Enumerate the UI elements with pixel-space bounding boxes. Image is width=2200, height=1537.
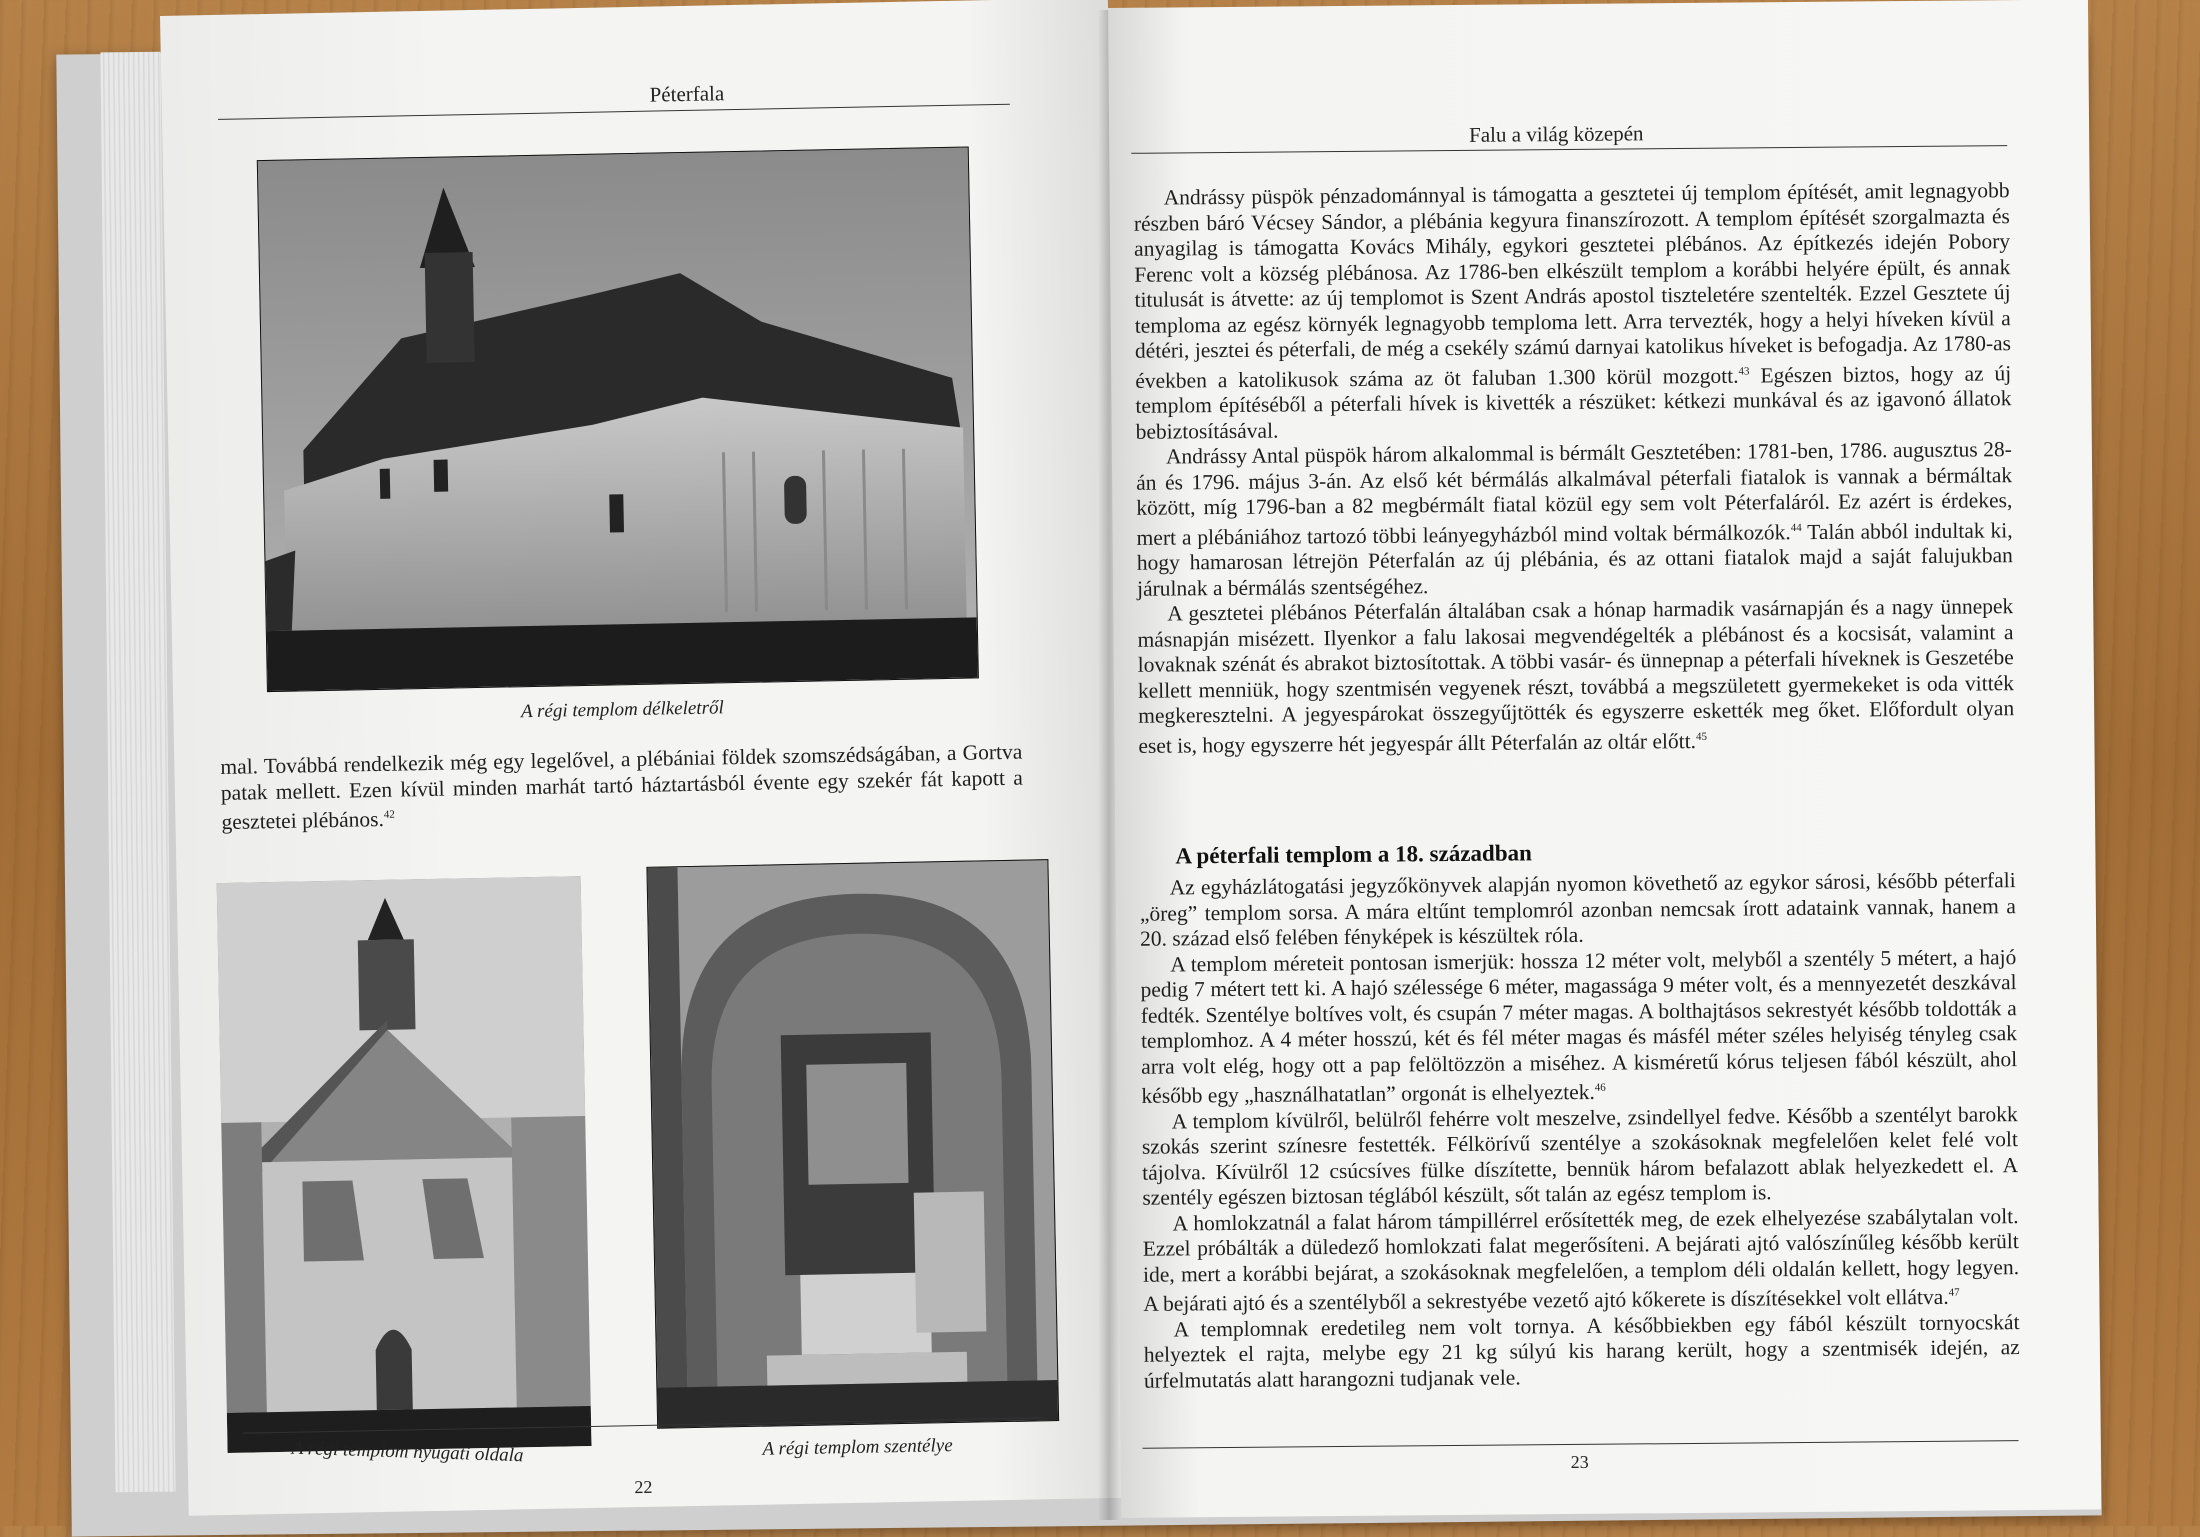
photo-church-southeast: [257, 146, 979, 692]
paragraph-text: A templom kívülről, belülről fehérre volt meszelve, zsindellyel fedve. Később a szentélyt barokk szokás szerint színesre festették. Félkörívű szentélye a szokásoknak megfelelően kelet felé volt tájolva. Kívülről 12 csúcsíves fülke díszítette, bennük három befalazott ablak helyezkedett el. A szentély egészen biztosan téglából készült, sőt talán az egész templom is.: [1142, 1102, 2018, 1210]
caption-church-west: A régi templom nyugati oldala: [247, 1436, 568, 1469]
paragraph-text: Az egyházlátogatási jegyzőkönyvek alapján nyomon követhető az egykor sárosi, később péterfali „öreg” templom sorsa. A mára eltűnt templomról azonban nemcsak írott adataink vannak, hanem a 20. század első felében fényképek is készültek róla.: [1140, 868, 2016, 951]
left-paragraph-text: mal. Továbbá rendelkezik még egy legelővel, a plébániai földek szomszédságában, a Gortva patak mellett. Ezen kívül minden marhát tartó háztartásból évente egy szekér fát kapott a gesztetei plébános.: [220, 740, 1023, 835]
section-paragraph: [1143, 1204, 2020, 1318]
footnote-ref: 47: [1949, 1287, 1960, 1299]
right-intro-text: [1134, 178, 2015, 759]
right-page-number: 23: [1571, 1452, 1589, 1473]
paragraph-text: A templomnak eredetileg nem volt tornya. A későbbiekben egy fából készült tornyocskát helyeztek el rajta, melybe egy 21 kg súlyú kis harang került, hogy a szentmisék idején, az úrfelmutatás alatt harangozni tudjanak vele.: [1144, 1310, 2020, 1393]
section-paragraph: [1140, 945, 2017, 1110]
right-paragraph: [1134, 178, 2012, 445]
right-foot-rule: [1143, 1440, 2019, 1449]
right-running-head: Falu a világ közepén: [1469, 121, 1644, 148]
caption-church-sanctuary: A régi templom szentélye: [657, 1433, 1057, 1463]
photo-church-west: [217, 876, 592, 1453]
left-head-rule: [218, 104, 1010, 120]
paragraph-tail: Talán abból indultak ki, hogy hamarosan létrejön Péterfalán az új plébánia, és az ottani fiatalok majd a saját falujukban járulnak a bérmálás szentségéhez.: [1137, 518, 2013, 601]
right-paragraph: [1136, 437, 2013, 602]
section-paragraph: [1143, 1310, 2020, 1394]
footnote-ref: 46: [1595, 1082, 1606, 1094]
footnote-ref: 43: [1738, 365, 1749, 377]
paragraph-text: A homlokzatnál a falat három támpillérrel erősítették meg, de ezek elhelyezése szabálytalan volt. Ezzel próbálták a düledező homlokzati falat megerősíteni. A bejárati ajtó valószínűleg később került ide, mert a korábbi bejárat, a szokásoknak megfelelően, a templom déli oldalán kellett, hogy legyen. A bejárati ajtó és a szentélyből a sekrestyébe vezető ajtó kőkerete is díszítésekkel volt ellátva.: [1143, 1204, 2019, 1316]
caption-church-southeast: A régi templom délkeletről: [267, 692, 977, 728]
section-paragraph: [1142, 1102, 2019, 1212]
church-west-illustration: [217, 876, 592, 1453]
footnote-ref: 45: [1696, 731, 1707, 743]
right-paragraph: [1137, 594, 2014, 759]
paragraph-text: A templom méreteit pontosan ismerjük: hossza 12 méter volt, melyből a szentély 5 métert, a hajó pedig 7 métert tett ki. A hajó szélessége 6 méter, magassága 9 méter volt, és a mennyezetét deszkával fedték. Szentélye boltíves volt, és csupán 7 méter magas. A bolthajtásos sekrestyét később toldották a templomhoz. A 4 méter hosszú, két és fél méter magas és másfél méter széles helyiség tényleg csak arra volt elég, hogy ott a pap felöltözzön a miséhez. A kisméretű kórus teljesen fából készült, ahol később egy „használhatatlan” orgonát is elhelyeztek.: [1140, 945, 2017, 1108]
paragraph-text: Andrássy Antal püspök három alkalommal is bérmált Gesztetében: 1781-ben, 1786. augusztus 28-án és 1796. május 3-án. Az első két bérmálás alkalmával péterfali fiatalok is vannak a bérmáltak között, míg 1796-ban a 82 megbérmált fiatal közül egy sem volt Péterfaláról. Ez azért is érdekes, mert a plébániához tartozó többi leányegyházból mind voltak bérmálkozók.: [1136, 437, 2012, 549]
paragraph-text: Andrássy püspök pénzadománnyal is támogatta a gesztetei új templom építését, amit legnagyobb részben báró Vécsey Sándor, a plébánia kegyura finanszírozott. A templom építését szorgalmazta és anyagilag is támogatta Kovács Mihály, egykori gesztetei plébános. Az építkezés idején Pobory Ferenc volt a község plébánosa. Az 1786-ben elkészült templom a korábbi helyére épült, és annak titulusát is átvette: az új templomot is Szent András apostol tiszteletére szentelték. Ezzel Gesztete új temploma az egész környék legnagyobb temploma lett. Arra tervezték, hogy a helyi híveken kívül a détéri, jesztei és péterfali, de még a csekély számú darnyai katolikus híveket is befogadja. Az 1780-as években a katolikusok száma az öt faluban 1.300 körül mozgott.: [1134, 178, 2011, 392]
left-paragraph: [220, 740, 1023, 836]
footnote-ref: 42: [384, 809, 395, 821]
photo-church-sanctuary: [646, 859, 1059, 1429]
section-title: A péterfali templom a 18. században: [1175, 840, 1532, 869]
section-paragraph: [1140, 868, 2017, 952]
left-page: [160, 0, 1137, 1516]
left-running-head: Péterfala: [649, 81, 724, 107]
church-southeast-illustration: [258, 148, 978, 692]
sanctuary-illustration: [647, 860, 1058, 1428]
paragraph-text: A gesztetei plébános Péterfalán általában csak a hónap harmadik vasárnapján és a nagy ünnepek másnapján misézett. Ilyenkor a falu lakosai megvendégelték a plébánost és a kocsisát, valamint a lovaknak szénát és abrakot biztosítottak. A többi vasár- és ünnepnap a péterfali híveknek is Geszetébe kellett menniük, hogy szentmisén vegyenek részt, továbbá a megszületett gyermekeket is oda vitték megkeresztelni. A jegyespárokat összegyűjtötték és egyszerre eskették meg őket. Előfordult olyan eset is, hogy egyszerre hét jegyespár állt Péterfalán az oltár előtt.: [1137, 594, 2014, 757]
paragraph-tail: Egészen biztos, hogy az új templom építéséből a péterfali hívek is kivették a részüket: kétkezi munkával és az igavonó állatok bebiztosításával.: [1135, 361, 2011, 444]
footnote-ref: 44: [1791, 522, 1802, 534]
right-section-text: [1140, 868, 2020, 1394]
right-page: [1108, 0, 2101, 1518]
left-page-number: 22: [634, 1477, 652, 1498]
